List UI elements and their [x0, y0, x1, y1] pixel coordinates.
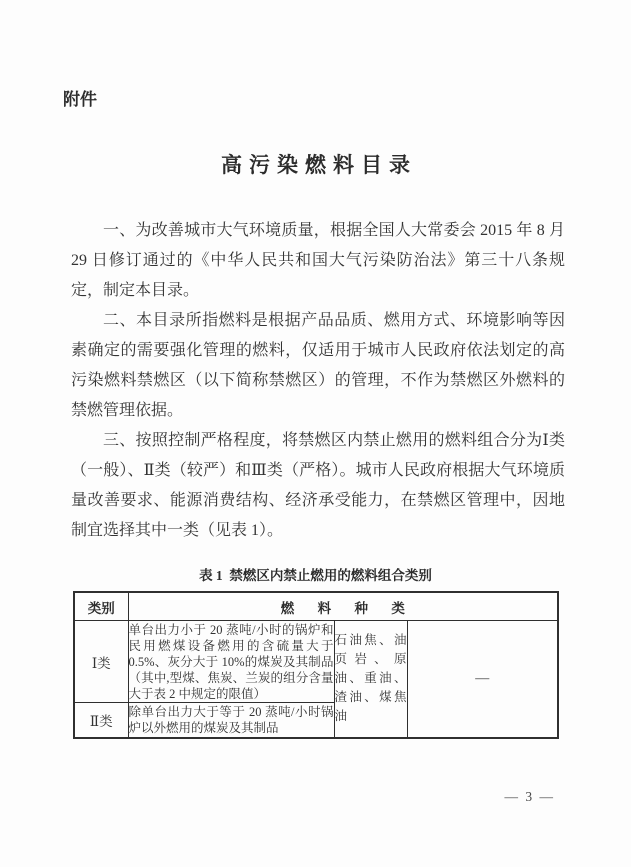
document-body: [71, 216, 565, 546]
page-number: — 3 —: [504, 789, 555, 804]
body-paragraph-2: 二、本目录所指燃料是根据产品品质、燃用方式、环境影响等因素确定的需要强化管理的燃料，仅适用于城市人民政府依法划定的高污染燃料禁燃区（以下简称禁燃区）的管理，不作为禁燃区外燃料的禁燃管理依据。: [71, 312, 565, 419]
body-paragraph-3: 三、按照控制严格程度，将禁燃区内禁止燃用的燃料组合分为Ⅰ类（一般）、Ⅱ类（较严）和Ⅲ类（严格）。城市人民政府根据大气环境质量改善要求、能源消费结构、经济承受能力，在禁燃区管理中，因地制宜选择其中一类（见表 1）。: [71, 432, 565, 539]
category-cell-class2: Ⅱ类: [74, 703, 128, 738]
body-paragraph-1: 一、为改善城市大气环境质量，根据全国人大常委会 2015 年 8 月 29 日修订通过的《中华人民共和国大气污染防治法》第三十八条规定，制定本目录。: [71, 222, 565, 299]
page-title: 高污染燃料目录: [221, 153, 417, 177]
header-cell-category: 类别: [74, 592, 128, 621]
table-row: [74, 621, 558, 703]
table-caption: 表 1 禁燃区内禁止燃用的燃料组合类别: [199, 568, 432, 583]
petroleum-fuels-cell: 石油焦、油页岩、原油、重油、渣油、煤焦油: [334, 621, 407, 738]
fuel-desc-cell-class1: 单台出力小于 20 蒸吨/小时的锅炉和民用燃煤设备燃用的含硫量大于 0.5%、灰分大于 10%的煤炭及其制品（其中,型煤、焦炭、兰炭的组分含量大于表 2 中规定的限值）: [128, 622, 334, 701]
attachment-label: 附件: [63, 90, 97, 109]
header-cell-fuel-types: 燃 料 种 类: [128, 592, 558, 621]
table-header-row: [74, 592, 558, 621]
category-cell-class1: Ⅰ类: [74, 621, 128, 703]
other-fuels-cell: —: [407, 621, 558, 738]
fuel-desc-cell-class2: 除单台出力大于等于 20 蒸吨/小时锅炉以外燃用的煤炭及其制品: [128, 703, 334, 738]
banned-fuel-categories-table: [73, 591, 559, 739]
